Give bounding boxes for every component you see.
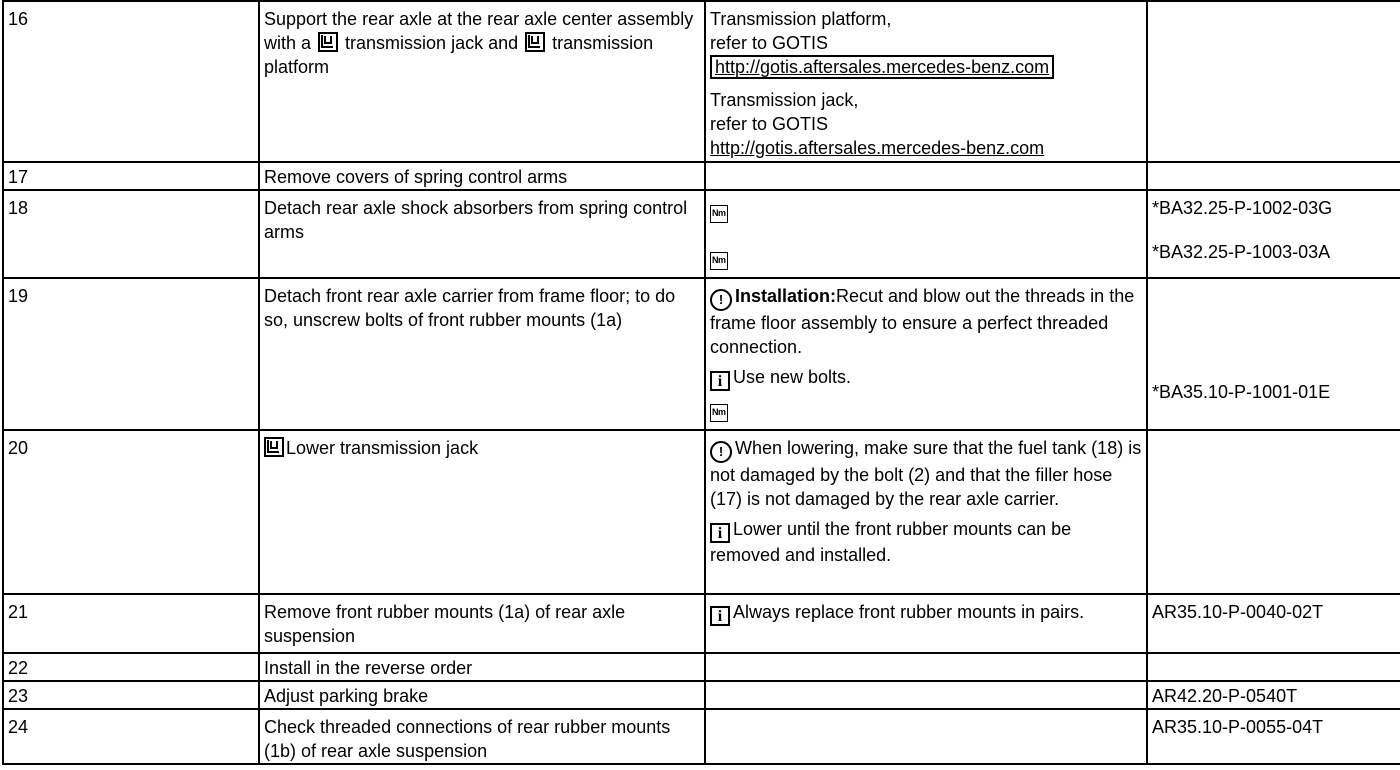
step-notes (705, 709, 1147, 764)
step-number: 19 (3, 278, 259, 430)
info-text: Use new bolts. (733, 367, 852, 387)
special-tool-icon[interactable] (318, 32, 338, 52)
step-action (259, 430, 705, 594)
warning-icon: ! (710, 441, 732, 463)
action-text: transmission jack and (340, 33, 524, 53)
step-number: 24 (3, 709, 259, 764)
table-row (3, 681, 1400, 709)
installation-text: Recut and blow out the threads in the frame floor assembly to ensure a perfect threaded connection. (710, 286, 1135, 357)
step-number: 17 (3, 162, 259, 190)
special-tool-icon[interactable] (525, 32, 545, 52)
step-notes (705, 681, 1147, 709)
step-action: Remove front rubber mounts (1a) of rear axle suspension (259, 594, 705, 653)
step-notes (705, 594, 1147, 653)
note-line: Transmission jack, (710, 90, 859, 110)
reference-link[interactable]: AR35.10-P-0040-02T (1147, 594, 1400, 653)
note-line: refer to GOTIS (710, 33, 829, 53)
info-text: Lower until the front rubber mounts can be removed and installed. (710, 519, 1072, 565)
table-row (3, 709, 1400, 764)
torque-icon[interactable]: Nm (710, 205, 728, 223)
action-text: Lower transmission jack (286, 438, 479, 458)
table-row (3, 278, 1400, 430)
torque-icon[interactable]: Nm (710, 404, 728, 422)
table-row (3, 653, 1400, 681)
special-tool-icon[interactable] (264, 437, 284, 457)
note-line: Transmission platform, (710, 9, 892, 29)
step-notes (705, 653, 1147, 681)
reference-link[interactable]: AR35.10-P-0055-04T (1147, 709, 1400, 764)
step-number: 16 (3, 1, 259, 162)
action-text: transmission platform (264, 33, 654, 77)
step-reference (1147, 278, 1400, 430)
gotis-link-platform[interactable]: http://gotis.aftersales.mercedes-benz.com (710, 55, 1054, 79)
info-text: Always replace front rubber mounts in pairs. (733, 602, 1085, 622)
action-text: Support the rear axle at the rear axle center assembly with a (264, 9, 694, 53)
step-reference (1147, 653, 1400, 681)
step-action: Detach front rear axle carrier from frame floor; to do so, unscrew bolts of front rubber mounts (1a) (259, 278, 705, 430)
table-row (3, 430, 1400, 594)
step-notes (705, 162, 1147, 190)
note-line: refer to GOTIS (710, 114, 829, 134)
reference-link[interactable]: *BA32.25-P-1002-03G (1152, 198, 1333, 218)
step-action (259, 1, 705, 162)
table-row (3, 594, 1400, 653)
step-reference (1147, 190, 1400, 278)
gotis-link-jack[interactable]: http://gotis.aftersales.mercedes-benz.com (710, 138, 1045, 158)
table-row (3, 190, 1400, 278)
warning-icon: ! (710, 289, 732, 311)
step-notes (705, 190, 1147, 278)
step-reference (1147, 162, 1400, 190)
step-notes (705, 430, 1147, 594)
procedure-table (2, 0, 1400, 765)
reference-link[interactable]: *BA32.25-P-1003-03A (1152, 242, 1331, 262)
info-icon: i (710, 523, 730, 543)
step-action: Install in the reverse order (259, 653, 705, 681)
step-reference (1147, 1, 1400, 162)
step-number: 18 (3, 190, 259, 278)
step-number: 23 (3, 681, 259, 709)
step-number: 20 (3, 430, 259, 594)
step-number: 22 (3, 653, 259, 681)
step-notes (705, 1, 1147, 162)
installation-label: Installation: (735, 286, 837, 306)
step-reference (1147, 430, 1400, 594)
torque-icon[interactable]: Nm (710, 252, 728, 270)
step-action: Adjust parking brake (259, 681, 705, 709)
info-icon: i (710, 606, 730, 626)
step-number: 21 (3, 594, 259, 653)
step-action: Remove covers of spring control arms (259, 162, 705, 190)
table-row (3, 162, 1400, 190)
reference-link[interactable]: AR42.20-P-0540T (1147, 681, 1400, 709)
step-notes (705, 278, 1147, 430)
reference-link[interactable]: *BA35.10-P-1001-01E (1152, 382, 1331, 402)
info-icon: i (710, 371, 730, 391)
step-action: Check threaded connections of rear rubber mounts (1b) of rear axle suspension (259, 709, 705, 764)
warning-text: When lowering, make sure that the fuel tank (18) is not damaged by the bolt (2) and that the filler hose (17) is not damaged by the rear axle carrier. (710, 438, 1142, 509)
step-action: Detach rear axle shock absorbers from spring control arms (259, 190, 705, 278)
table-row (3, 1, 1400, 162)
